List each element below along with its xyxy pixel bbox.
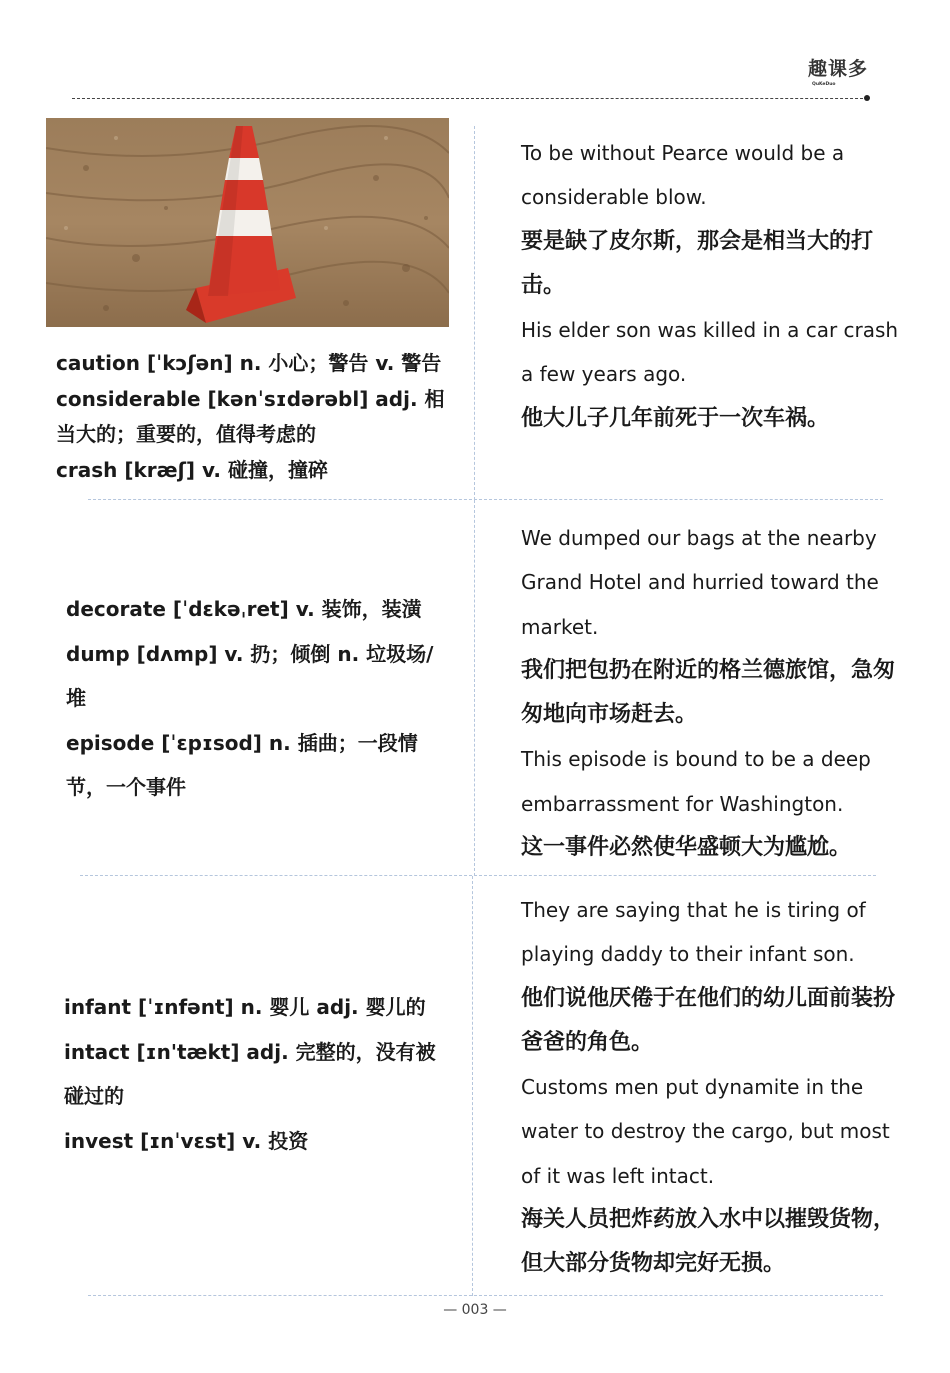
sentence-chinese: 我们把包扔在附近的格兰德旅馆，急匆匆地向市场赶去。 xyxy=(521,657,896,728)
sentence-chinese: 这一事件必然使华盛顿大为尴尬。 xyxy=(521,835,852,861)
example-sentences-3 xyxy=(521,888,901,1287)
row-divider-1 xyxy=(88,499,883,500)
logo-text: 趣课多 xyxy=(808,58,869,80)
column-divider-1 xyxy=(474,126,475,500)
header-divider-dot xyxy=(864,95,870,101)
logo-subtext: QuKeDuo xyxy=(812,82,836,87)
sentence-chinese: 海关人员把炸药放入水中以摧毁货物，但大部分货物却完好无损。 xyxy=(521,1207,896,1277)
sentence-english: This episode is bound to be a deep embarrassment for Washington. xyxy=(521,747,871,816)
vocab-entry: decorate [ˈdɛkəˌret] v. 装饰，装潢 xyxy=(66,597,422,621)
traffic-cone-photo xyxy=(46,118,449,327)
header-divider xyxy=(72,98,868,99)
vocab-entry: considerable [kənˈsɪdərəbl] adj. 相当大的；重要的，值得考虑的 xyxy=(56,386,445,446)
sentence-english: To be without Pearce would be a considerable blow. xyxy=(521,141,845,210)
sentence-english: They are saying that he is tiring of playing daddy to their infant son. xyxy=(521,898,866,967)
vocab-entry: infant [ˈɪnfənt] n. 婴儿 adj. 婴儿的 xyxy=(64,995,426,1019)
sentence-english: His elder son was killed in a car crash a few years ago. xyxy=(521,318,899,387)
column-divider-3 xyxy=(472,876,473,1296)
sentence-english: Customs men put dynamite in the water to destroy the cargo, but most of it was left intact. xyxy=(521,1075,890,1188)
vocab-entry: invest [ɪnˈvɛst] v. 投资 xyxy=(64,1128,309,1153)
vocab-list-3 xyxy=(64,985,449,1163)
page-number: — 003 — xyxy=(443,1302,507,1318)
vocab-list-2 xyxy=(66,587,451,810)
sentence-chinese: 他大儿子几年前死于一次车祸。 xyxy=(521,405,830,431)
vocab-entry: caution [ˈkɔʃən] n. 小心；警告 v. 警告 xyxy=(56,351,442,375)
sentence-english: We dumped our bags at the nearby Grand Hotel and hurried toward the market. xyxy=(521,526,879,639)
column-divider-2 xyxy=(474,500,475,876)
sentence-chinese: 他们说他厌倦于在他们的幼儿面前装扮爸爸的角色。 xyxy=(521,985,896,1055)
vocab-entry: crash [kræʃ] v. 碰撞，撞碎 xyxy=(56,457,328,482)
vocab-entry: dump [dʌmp] v. 扔；倾倒 n. 垃圾场/堆 xyxy=(66,641,434,710)
example-sentences-2 xyxy=(521,516,901,870)
row-divider-3 xyxy=(88,1295,883,1296)
vocab-list-1 xyxy=(56,346,456,488)
vocab-entry: episode [ˈɛpɪsod] n. 插曲；一段情节，一个事件 xyxy=(66,730,418,799)
brand-logo xyxy=(808,58,872,92)
sentence-chinese: 要是缺了皮尔斯，那会是相当大的打击。 xyxy=(521,228,874,298)
vocab-entry: intact [ɪn'tækt] adj. 完整的，没有被碰过的 xyxy=(64,1039,436,1108)
row-divider-2 xyxy=(80,875,876,876)
example-sentences-1 xyxy=(521,131,901,441)
traffic-cone-on-dirt-icon xyxy=(46,118,449,327)
